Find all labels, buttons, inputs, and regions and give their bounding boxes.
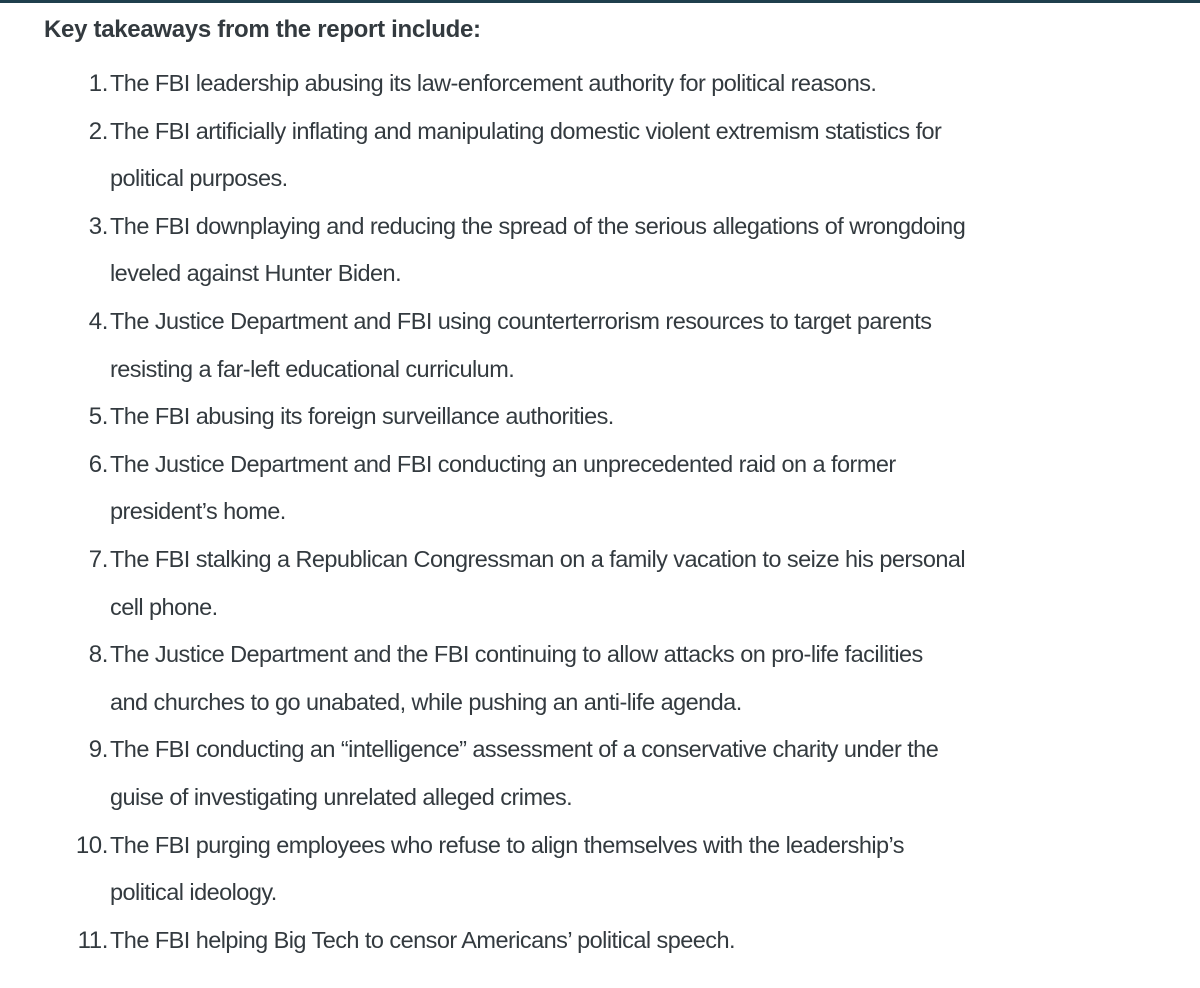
list-number: 4. <box>88 307 108 335</box>
list-item-text: The FBI artificially inflating and manipulating domestic violent extremism statistics for <box>110 117 942 144</box>
list-item-text: leveled against Hunter Biden. <box>110 260 402 287</box>
list-item-text: The FBI purging employees who refuse to align themselves with the leadership’s <box>110 831 904 858</box>
list-item <box>0 631 1200 726</box>
list-item <box>0 203 1200 298</box>
list-item-text: The FBI stalking a Republican Congressman on a family vacation to seize his personal <box>110 545 966 572</box>
list-number: 1. <box>88 70 108 97</box>
list-item <box>0 393 1200 441</box>
list-item-text: resisting a far-left educational curriculum. <box>110 355 515 382</box>
list-item <box>0 60 1200 108</box>
section-heading: Key takeaways from the report include: <box>44 16 481 43</box>
list-item <box>0 726 1200 821</box>
list-item <box>0 108 1200 203</box>
list-number: 9. <box>88 736 108 764</box>
list-item-text: political ideology. <box>110 879 277 906</box>
list-item-text: president’s home. <box>110 498 286 525</box>
list-item-text: The FBI helping Big Tech to censor Americans’ political speech. <box>110 926 736 953</box>
list-item <box>0 536 1200 631</box>
list-number: 3. <box>88 212 108 240</box>
list-item <box>0 298 1200 393</box>
list-item-text: and churches to go unabated, while pushing an anti-life agenda. <box>110 688 742 715</box>
list-item-text: The Justice Department and FBI using counterterrorism resources to target parents <box>110 307 932 334</box>
list-number: 2. <box>88 117 108 145</box>
list-item-text: The Justice Department and the FBI continuing to allow attacks on pro-life facilities <box>110 641 923 668</box>
list-number: 11. <box>77 926 108 954</box>
list-item-text: political purposes. <box>110 165 288 192</box>
list-item <box>0 441 1200 536</box>
list-item-text: The FBI downplaying and reducing the spread of the serious allegations of wrongdoing <box>110 212 966 239</box>
list-item-text: The FBI conducting an “intelligence” assessment of a conservative charity under the <box>110 736 939 763</box>
list-item <box>0 917 1200 965</box>
list-item <box>0 822 1200 917</box>
list-number: 6. <box>88 450 108 478</box>
top-border <box>0 0 1200 3</box>
list-number: 10. <box>75 831 108 859</box>
takeaways-list <box>0 60 1200 964</box>
list-item-text: guise of investigating unrelated alleged crimes. <box>110 783 573 810</box>
list-number: 5. <box>88 403 108 431</box>
list-item-text: cell phone. <box>110 593 218 620</box>
list-number: 7. <box>88 545 108 573</box>
list-item-text: The FBI leadership abusing its law-enforcement authority for political reasons. <box>110 70 877 96</box>
list-number: 8. <box>88 641 108 669</box>
list-item-text: The FBI abusing its foreign surveillance authorities. <box>110 403 614 430</box>
list-item-text: The Justice Department and FBI conducting an unprecedented raid on a former <box>110 450 896 477</box>
